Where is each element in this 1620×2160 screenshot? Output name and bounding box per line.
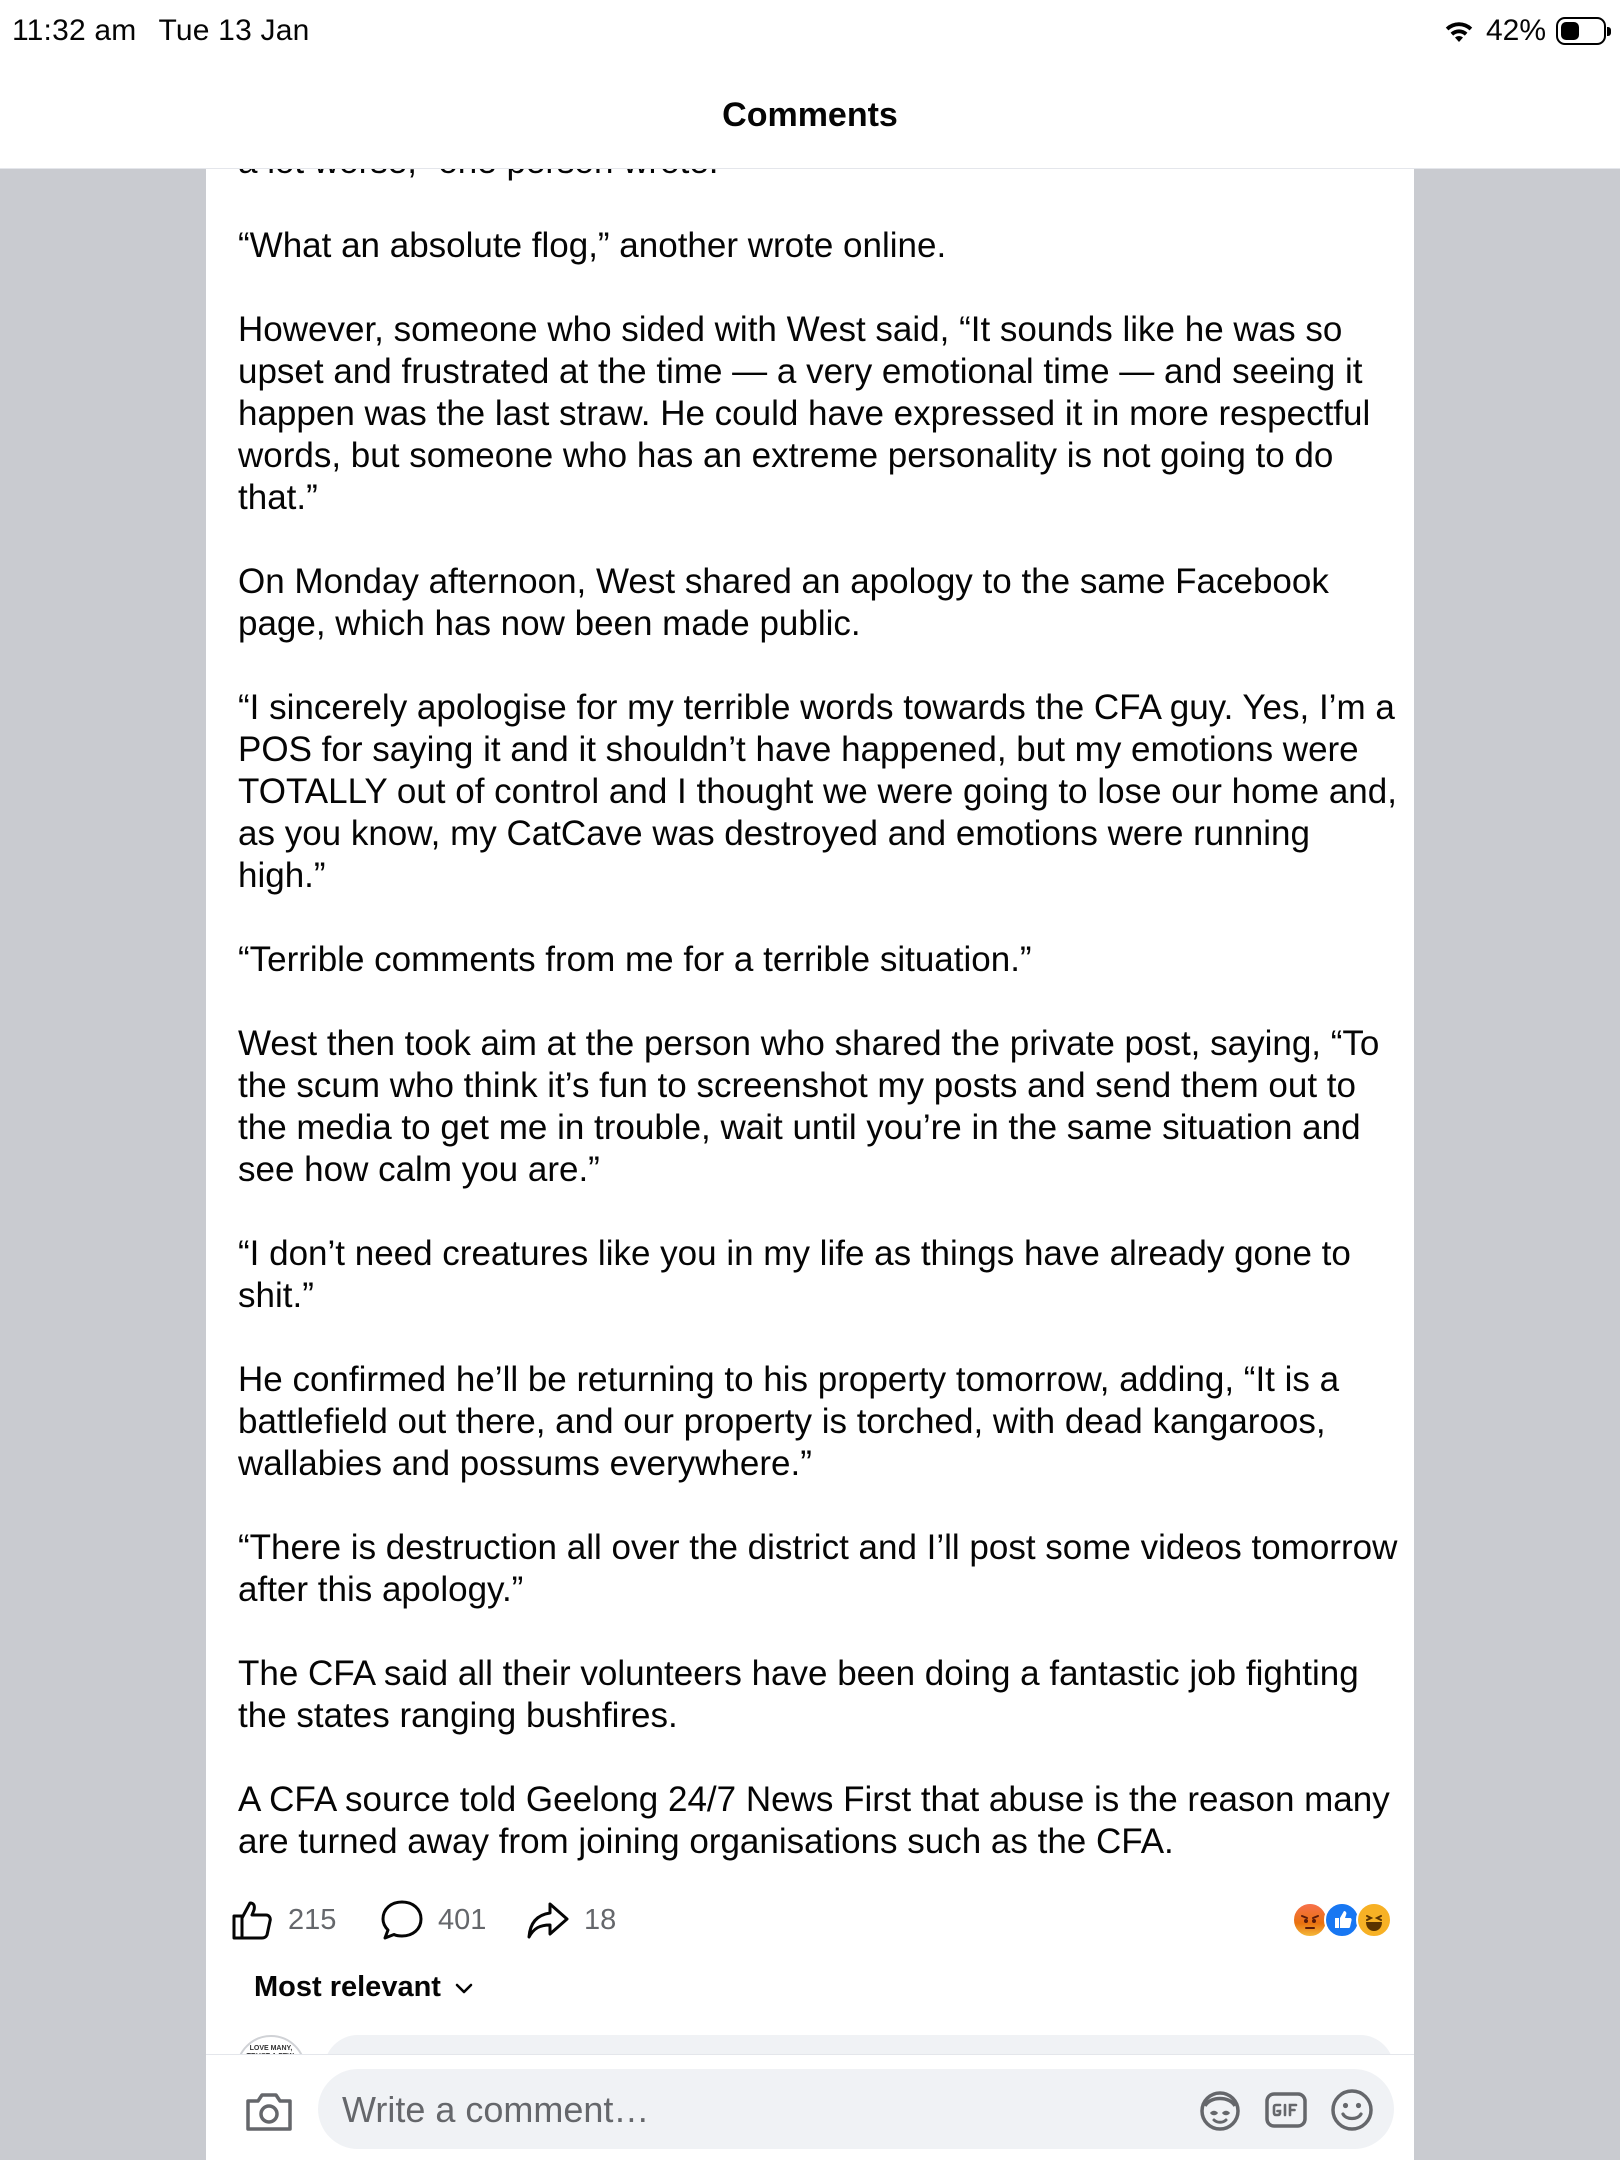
comment-count: 401 [438,1903,487,1936]
avatar-sticker-icon[interactable] [1196,2086,1244,2134]
page-title: Comments [722,96,898,134]
article-paragraph: A CFA source told Geelong 24/7 News First that abuse is the reason many are turned away from joining organisations such as the CFA. [238,1780,1390,1861]
action-row [230,1894,1390,1954]
post-content[interactable] [206,169,1414,2160]
article-paragraph: The CFA said all their volunteers have been doing a fantastic job fighting the states ranging bushfires. [238,1654,1359,1735]
composer-icons [1196,2086,1376,2134]
comment-input[interactable] [318,2069,1394,2149]
chevron-down-icon [453,1977,475,1999]
right-margin [1414,169,1620,2160]
article-paragraph: “I don’t need creatures like you in my life as things have already gone to shit.” [238,1234,1351,1315]
emoji-icon[interactable] [1328,2086,1376,2134]
gif-icon[interactable] [1262,2086,1310,2134]
like-button[interactable] [230,1898,336,1942]
share-button[interactable] [526,1898,616,1942]
comment-composer [206,2054,1414,2160]
left-margin [0,169,206,2160]
article-paragraph: On Monday afternoon, West shared an apology to the same Facebook page, which has now been made public. [238,562,1329,643]
status-bar [0,0,1620,62]
wifi-icon [1442,18,1476,44]
status-time [12,14,309,48]
reaction-summary[interactable] [1292,1902,1392,1942]
sort-label: Most relevant [254,1971,441,2003]
article-paragraph: “I sincerely apologise for my terrible words towards the CFA guy. Yes, I’m a POS for saying it and it shouldn’t have happened, but my emotions were TOTALLY out of control and I thought we were going to lose our home and, as you know, my CatCave was destroyed and emotions were running high.” [238,688,1397,895]
status-date: Tue 13 Jan [158,14,310,47]
avatar-logo-text: LOVE MANY, [249,2045,293,2052]
camera-icon[interactable] [244,2089,294,2133]
comments-header [0,62,1620,169]
angry-reaction-icon [1292,1902,1328,1938]
status-right [1442,14,1606,48]
article-body [238,141,1398,1905]
sort-dropdown[interactable] [254,1971,475,2004]
article-paragraph: “What an absolute flog,” another wrote online. [238,226,947,265]
comment-button[interactable] [380,1898,486,1942]
article-paragraph: However, someone who sided with West said, “It sounds like he was so upset and frustrated at the time — a very emotional time — and seeing it happen was the last straw. He could have expressed it in more respectful words, but someone who has an extreme personality is not going to do that.” [238,310,1371,517]
article-paragraph: He confirmed he’ll be returning to his property tomorrow, adding, “It is a battlefield out there, and our property is torched, with dead kangaroos, wallabies and possums everywhere.” [238,1360,1340,1483]
share-count: 18 [584,1903,617,1936]
haha-reaction-icon [1356,1902,1392,1938]
battery-icon [1556,17,1606,45]
battery-percent: 42% [1485,14,1546,47]
status-clock: 11:32 am [12,14,137,47]
share-arrow-icon [526,1898,570,1942]
comment-bubble-icon [380,1898,424,1942]
like-reaction-icon [1324,1902,1360,1938]
thumbs-up-icon [230,1898,274,1942]
article-paragraph: West then took aim at the person who shared the private post, saying, “To the scum who think it’s fun to screenshot my posts and send them out to the media to get me in trouble, wait until you’re in the same situation and see how calm you are.” [238,1024,1380,1189]
comment-input-placeholder: Write a comment… [342,2089,650,2130]
article-paragraph: “Terrible comments from me for a terrible situation.” [238,940,1032,979]
like-count: 215 [288,1903,337,1936]
article-paragraph: “There is destruction all over the district and I’ll post some videos tomorrow after this apology.” [238,1528,1398,1609]
battery-level [1561,22,1579,40]
battery-nub [1607,27,1611,36]
